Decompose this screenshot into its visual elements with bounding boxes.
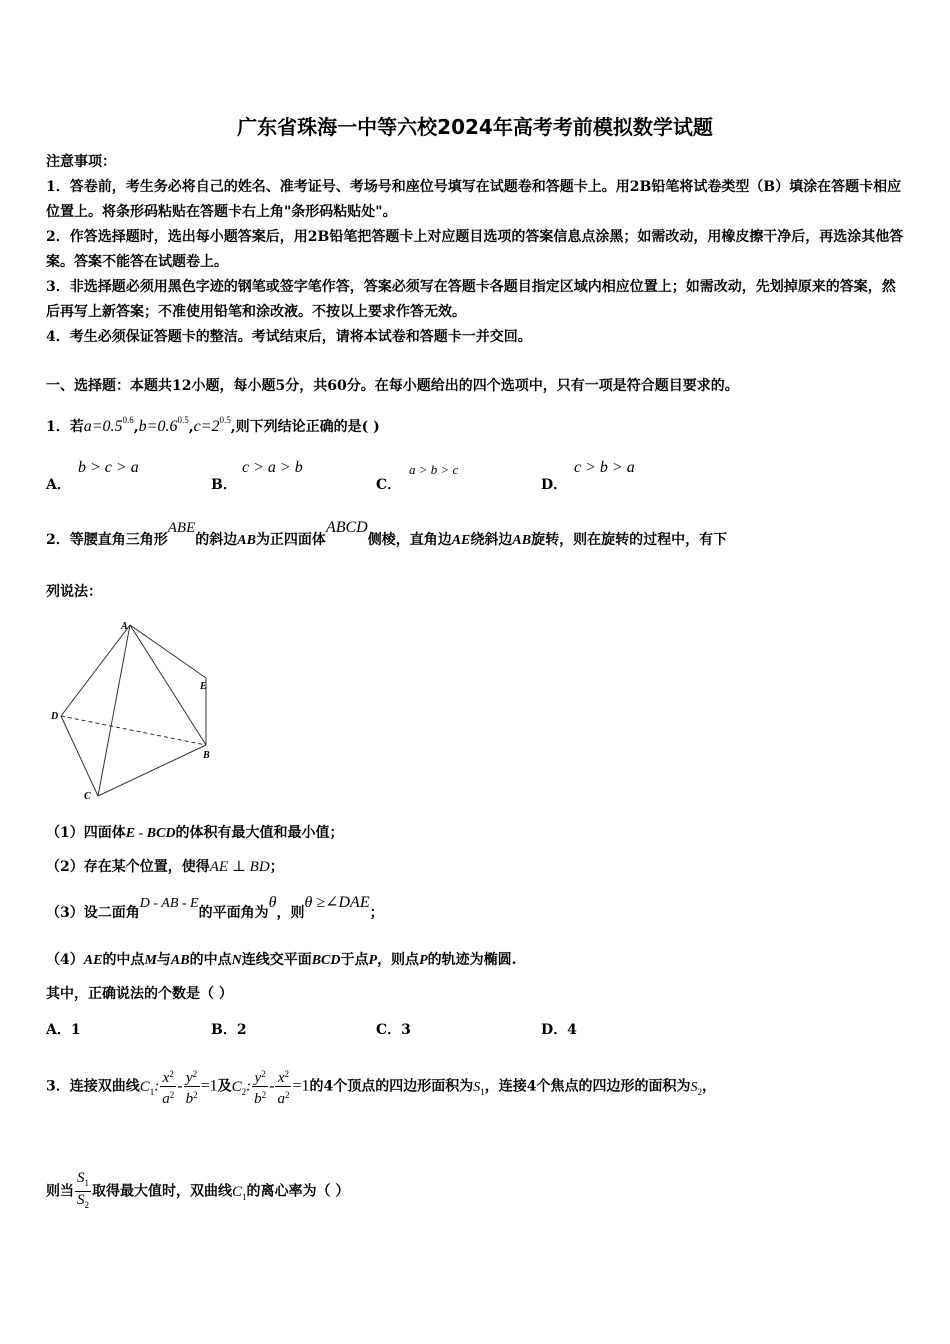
edge-AE (130, 625, 206, 678)
q2-option-a: A．1 (46, 1022, 81, 1038)
page-title: 广东省珠海一中等六校2024年高考考前模拟数学试题 (237, 115, 713, 139)
fraction-y2-b2-2: $\frac{y^2}{b^2}$ (252, 1066, 268, 1107)
q2-statement-4: （4）AE的中点M与AB的中点N连线交平面BCD于点P，则点P的轨迹为椭圆. (46, 952, 517, 968)
section-heading: 一、选择题：本题共12小题，每小题5分，共60分。在每小题给出的四个选项中，只有一项是符合题目要求的。 (46, 378, 739, 394)
q1-option-a-math: b > c > a (78, 459, 139, 476)
notice-item-1: 1．答卷前，考生务必将自己的姓名、准考证号、考场号和座位号填写在试题卷和答题卡上。用2B铅笔将试卷类型（B）填涂在答题卡相应位置上。将条形码粘贴在答题卡右上角"条形码粘贴处"。 (46, 179, 902, 220)
edge-AD (61, 625, 130, 716)
notice-item-4: 4．考生必须保证答题卡的整洁。考试结束后，请将本试卷和答题卡一并交回。 (46, 329, 532, 345)
label-A: A (121, 621, 128, 632)
label-B: B (203, 750, 210, 761)
q1-option-d-label: D． (541, 477, 568, 493)
label-C: C (84, 791, 91, 802)
q1-option-b-label: B． (211, 477, 237, 493)
question-1: 1．若$a=0.5^{0.6},b=0.6^{0.5},c=2^{0.5}$,则下列结论正确的是( ) (46, 415, 380, 435)
label-D: D (51, 711, 59, 722)
q2-option-b: B．2 (211, 1022, 247, 1038)
notice-item-3: 3．非选择题必须用黑色字迹的钢笔或签字笔作答，答案必须写在答题卡各题目指定区域内相应位置上；如需改动，先划掉原来的答案，然后再写上新答案；不准使用铅笔和涂改液。不按以上要求作答无效。 (46, 279, 896, 320)
math-c: $c=2^{0.5}$ (193, 415, 231, 435)
q2-option-d: D．4 (541, 1022, 577, 1038)
question-3: 3．连接双曲线$C_1$: $\frac{x^2}{a^2}$ - $\frac{y^2}{b^2}$ =1及$C_2$: $\frac{y^2}{b^2}$ - $\frac{x^2}{a^2}$ =1的4个顶点的四边形面积为$S_1$，连接4个焦点的四边形的面积为$S_2$， (46, 1066, 716, 1112)
notice-item-2: 2．作答选择题时，选出每小题答案后，用2B铅笔把答题卡上对应题目选项的答案信息点涂黑；如需改动，用橡皮擦干净后，再选涂其他答案。答案不能答在试题卷上。 (46, 229, 904, 270)
edge-AC (98, 625, 130, 796)
fraction-y2-b2: $\frac{y^2}{b^2}$ (184, 1066, 200, 1107)
q2-statement-3: （3）设二面角D - AB - E的平面角为θ，则θ ≥∠DAE； (46, 894, 384, 921)
q1-option-a-label: A． (46, 477, 71, 493)
math-b: $b=0.6^{0.5}$ (138, 415, 189, 435)
q2-statement-2: （2）存在某个位置，使得AE ⊥ BD； (46, 859, 284, 875)
tetrahedron-figure (46, 615, 226, 810)
edge-DB-hidden (61, 716, 206, 745)
math-a: $a=0.5^{0.6}$ (83, 415, 134, 435)
fraction-x2-a2: $\frac{x^2}{a^2}$ (160, 1066, 176, 1107)
q1-option-b-math: c > a > b (242, 459, 303, 476)
question-2: 2．等腰直角三角形ABE的斜边AB为正四面体ABCD侧棱，直角边AE绕斜边AB旋转，则在旋转的过程中，有下 (46, 519, 728, 548)
fraction-s1-s2: $\frac{S_1}{S_2}$ (77, 1170, 89, 1210)
q1-option-c-label: C． (376, 477, 402, 493)
fraction-x2-a2-2: $\frac{x^2}{a^2}$ (275, 1066, 291, 1107)
question-3-line-2: 则当 $\frac{S_1}{S_2}$ 取得最大值时，双曲线$C_1$的离心率为（ ） (46, 1170, 349, 1217)
q1-option-c-math: a > b > c (409, 462, 459, 477)
question-2-line-2: 列说法： (46, 584, 102, 600)
q1-option-d-math: c > b > a (574, 459, 635, 476)
edge-CB (98, 745, 206, 796)
notice-heading: 注意事项： (46, 154, 116, 170)
q2-option-c: C．3 (376, 1022, 411, 1038)
q2-ask: 其中，正确说法的个数是（ ） (46, 986, 233, 1002)
edge-AB (130, 625, 206, 745)
q2-statement-1: （1）四面体E - BCD的体积有最大值和最小值； (46, 825, 344, 841)
edge-DC (61, 716, 98, 796)
label-E: E (200, 681, 207, 692)
